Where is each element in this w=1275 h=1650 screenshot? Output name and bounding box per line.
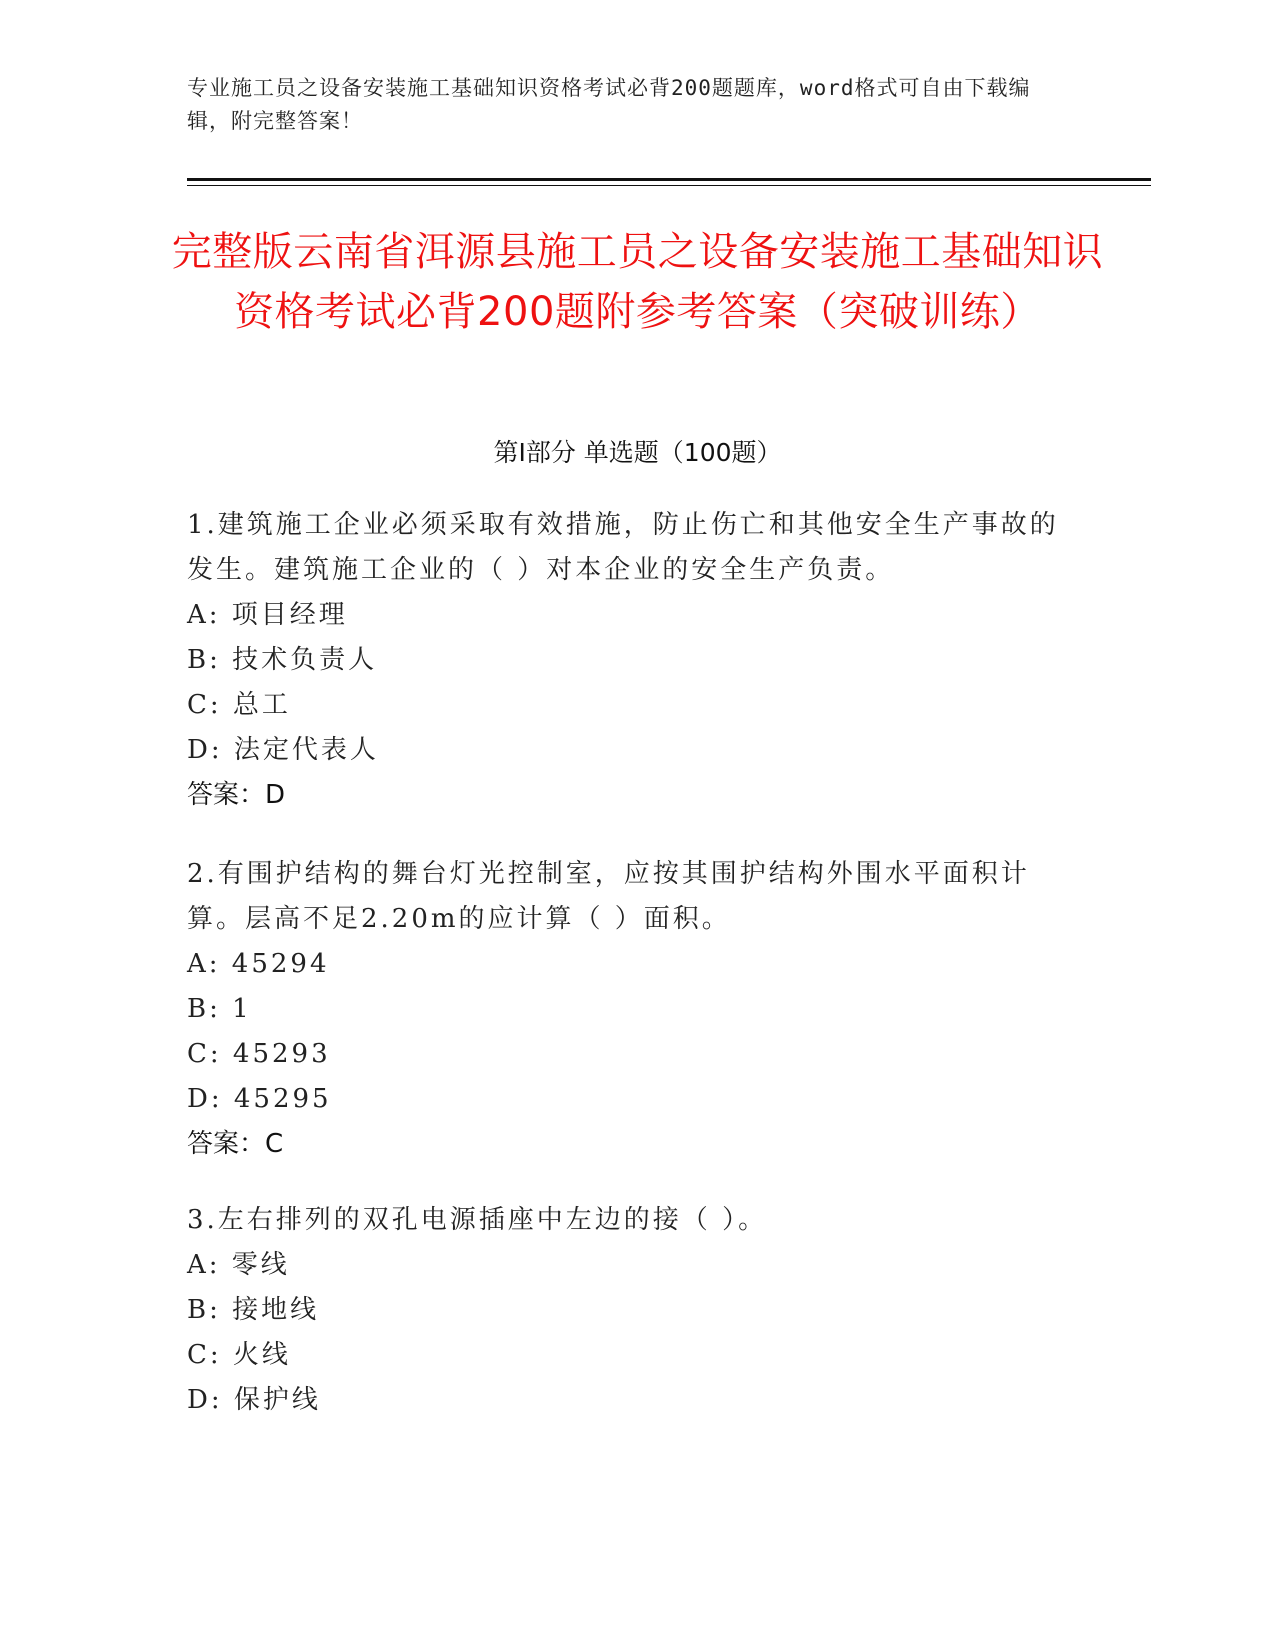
option-a: A: 45294 (187, 949, 330, 979)
header-note: 专业施工员之设备安装施工基础知识资格考试必背200题题库，word格式可自由下载编辑，附完整答案！ (187, 76, 1031, 133)
option-a: A: 零线 (187, 1250, 290, 1280)
header-rule-thick (187, 178, 1151, 181)
answer-label: 答案：C (187, 1129, 284, 1159)
header-rule-thin (187, 185, 1151, 186)
document-title: 完整版云南省洱源县施工员之设备安装施工基础知识资格考试必背200题附参考答案（突破训练） (171, 229, 1104, 335)
option-d: D: 45295 (187, 1084, 332, 1114)
option-c: C: 45293 (187, 1039, 331, 1069)
question-2 (187, 852, 1067, 1167)
option-a: A: 项目经理 (187, 600, 348, 630)
option-b: B: 技术负责人 (187, 645, 378, 675)
question-stem: 3.左右排列的双孔电源插座中左边的接（ ）。 (187, 1205, 768, 1235)
question-stem: 1.建筑施工企业必须采取有效措施，防止伤亡和其他安全生产事故的发生。建筑施工企业的（ ）对本企业的安全生产负责。 (187, 510, 1059, 585)
option-c: C: 火线 (187, 1340, 291, 1370)
question-3 (187, 1198, 1067, 1423)
option-d: D: 法定代表人 (187, 735, 379, 765)
option-c: C: 总工 (187, 690, 291, 720)
section-title: 第I部分 单选题（100题） (493, 438, 782, 467)
option-b: B: 接地线 (187, 1295, 320, 1325)
question-1 (187, 503, 1067, 818)
option-d: D: 保护线 (187, 1385, 321, 1415)
question-stem: 2.有围护结构的舞台灯光控制室，应按其围护结构外围水平面积计算。层高不足2.20m的应计算（ ）面积。 (187, 859, 1030, 934)
answer-label: 答案：D (187, 780, 286, 810)
option-b: B: 1 (187, 994, 252, 1024)
